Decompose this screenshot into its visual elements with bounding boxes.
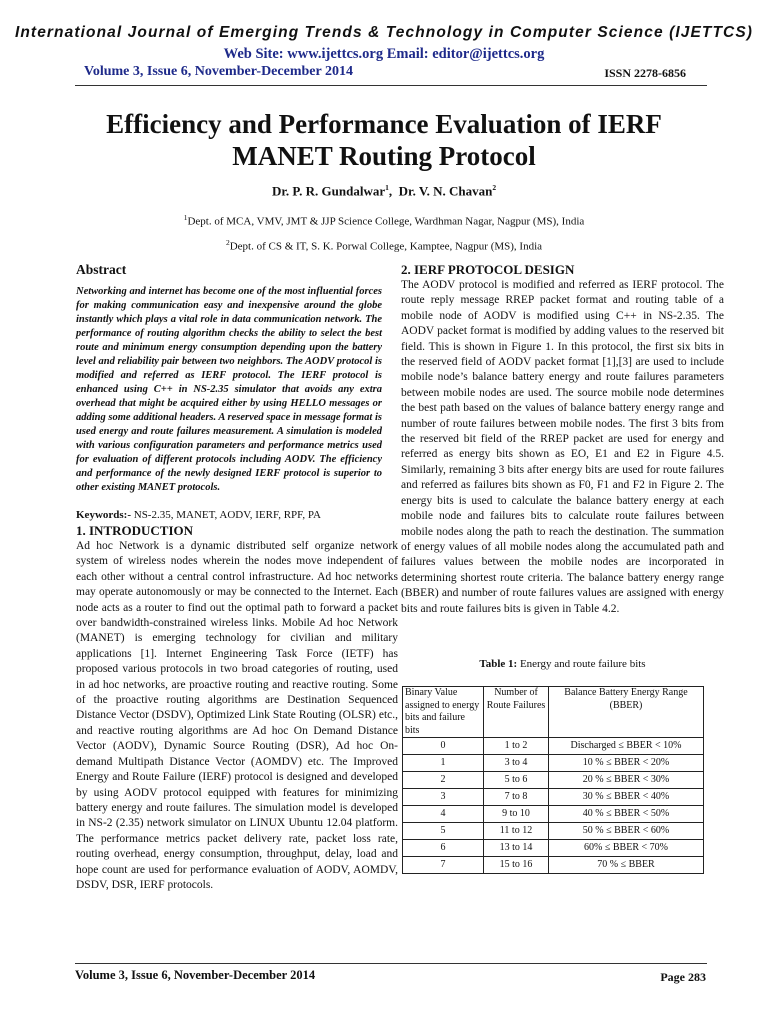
affiliation-1-text: Dept. of MCA, VMV, JMT & JJP Science College, Wardhman Nagar, Nagpur (MS), India <box>187 215 585 228</box>
table-cell: 3 <box>403 789 484 806</box>
table-cell: 13 to 14 <box>484 840 549 857</box>
table-cell: 7 to 8 <box>484 789 549 806</box>
affiliation-2-text: Dept. of CS & IT, S. K. Porwal College, Kamptee, Nagpur (MS), India <box>229 240 543 253</box>
table-cell: 1 to 2 <box>484 738 549 755</box>
table-caption-text: Energy and route failure bits <box>517 658 646 670</box>
table-cell: 70 % ≤ BBER <box>549 857 704 874</box>
table-cell: 9 to 10 <box>484 806 549 823</box>
introduction-heading: 1. INTRODUCTION <box>76 523 194 538</box>
section-2-heading: 2. IERF PROTOCOL DESIGN <box>401 262 575 277</box>
table-row <box>403 738 704 755</box>
table-cell: 5 to 6 <box>484 772 549 789</box>
footer-page-number: Page 283 <box>660 970 706 984</box>
table-cell: 2 <box>403 772 484 789</box>
table-row <box>403 840 704 857</box>
abstract-heading: Abstract <box>76 262 127 277</box>
table-header-failures: Number of Route Failures <box>484 687 549 738</box>
table-header-row <box>403 687 704 738</box>
header-issn: ISSN 2278-6856 <box>604 66 686 80</box>
introduction-text: Ad hoc Network is a dynamic distributed self organize network system of wireless nodes wherein the nodes move independent of each other without a central control infrastructure. Ad hoc networks may operate autonomously or may be connected to the Internet. Each node acts as a router to find out the optimal path to forward a packet over bandwidth-constrained wireless links. Mobile Ad hoc Network (MANET) is emerging technology for civilian and military applications [1]. Internet Engineering Task Force (IETF) has proposed various protocols in two broad categories of routing, used in ad hoc networks, are proactive routing and reactive routing. Some of the proactive routing algorithms are Destination Sequenced Distance Vector (DSDV), Optimized Link State Routing (OLSR) etc., and reactive routing algorithms are Ad hoc On Demand Distance Vector (AODV), Dynamic Source Routing (DSR), Ad hoc On-demand Multipath Distance Vector (AOMDV) etc. The Improved Energy and Route Failure (IERF) protocol is designed and developed by using AODV protocol equipped with features for minimizing battery energy and route failures. The simulation model is developed in NS-2 (2.35) network simulator on LINUX Ubuntu 12.04 platform. The performance metrics packet delivery rate, packet loss rate, routing overhead, energy consumption, throughput, delay, load and hope count are used for performance evaluation of AODV, AOMDV, DSDV, DSR, IERF protocols. <box>76 540 398 891</box>
author-2-sup: 2 <box>492 183 497 192</box>
section-2-text: The AODV protocol is modified and referred as IERF protocol. The route reply message RREP packet format and routing table of a mobile node of AODV is modified using C++ in NS-2.35. The AODV packet format is modified by adding values to the reserved bit field. This is shown in Figure 1. In this protocol, the first six bits in the reserved field of AODV packet format [1],[3] are used to include mobile node’s balance battery energy and route failures parameters between mobile nodes are used. The source mobile node determines the best path based on the values of balance battery energy range and number of route failures between mobile nodes. The first 3 bits from the reserved bit field of the RREP packet are used for energy and referred as energy bits shown as EO, E1 and E2 in Figure 4.5. Similarly, remaining 3 bits after energy bits are used for route failures and referred as failures bits shown as F0, F1 and F2 in Figure 2. The energy bits is used to calculate the balance battery energy at each mobile node and failures bits to calculate route failures between mobile nodes along the path to reach the destination. The summation of energy values of all mobile nodes along the accumulated path and failures values between the mobile nodes are incorporated in determining shortest route criteria. The balance battery energy range (BBER) and number of route failures values are assigned with energy bits and route failures bits is given in Table 4.2. <box>401 279 724 615</box>
affiliation-2 <box>0 238 768 253</box>
table-caption-label: Table 1: <box>479 658 518 670</box>
table-caption <box>401 658 724 670</box>
author-1: Dr. P. R. Gundalwar <box>271 183 386 199</box>
table-cell: 30 % ≤ BBER < 40% <box>549 789 704 806</box>
table-row <box>403 772 704 789</box>
table-row <box>403 755 704 772</box>
keywords-text: NS-2.35, MANET, AODV, IERF, RPF, PA <box>131 509 321 521</box>
journal-website: Web Site: www.ijettcs.org Email: editor@ijettcs.org <box>223 46 545 62</box>
table-row <box>403 806 704 823</box>
table-row <box>403 789 704 806</box>
table-cell: 11 to 12 <box>484 823 549 840</box>
table-cell: 40 % ≤ BBER < 50% <box>549 806 704 823</box>
table-header-binary: Binary Value assigned to energy bits and failure bits <box>403 687 484 738</box>
table-cell: 10 % ≤ BBER < 20% <box>549 755 704 772</box>
authors <box>0 183 768 199</box>
affiliation-1-sup: 1 <box>183 213 188 222</box>
footer-divider <box>75 963 707 964</box>
keywords-label: Keywords:- <box>76 509 131 521</box>
table-cell: 15 to 16 <box>484 857 549 874</box>
table-cell: 20 % ≤ BBER < 30% <box>549 772 704 789</box>
table-header-bber: Balance Battery Energy Range (BBER) <box>549 687 704 738</box>
abstract-text: Networking and internet has become one of the most influential forces for making communication easy and inexpensive around the globe instantly which plays a vital role in data communication network. The performance of routing algorithm checks the ability to select the best route and minimum energy consumption depending upon the battery level and reliability pair between two neighbors. The AODV protocol is modified and referred as IERF protocol. The IERF protocol is enhanced using C++ in NS-2.35 simulator that avoids any extra overhead that might be acquired either by using HELLO messages or adding some additional headers. A reserved space in message format is used energy and route failures measurement. A simulation is modeled with various configuration parameters and performance metrics used for evaluation of different protocols including AODV. The efficiency and performance of the newly designed IERF protocol is superior to other existing MANET protocols. <box>76 286 382 493</box>
table-cell: 0 <box>403 738 484 755</box>
energy-route-failure-table <box>402 686 704 874</box>
affiliation-1 <box>0 213 768 228</box>
table-cell: 7 <box>403 857 484 874</box>
header-volume: Volume 3, Issue 6, November-December 2014 <box>84 64 353 79</box>
header-divider <box>75 85 707 86</box>
paper-title: Efficiency and Performance Evaluation of IERF MANET Routing Protocol <box>106 109 662 171</box>
affiliation-2-sup: 2 <box>225 238 230 247</box>
keywords <box>76 509 382 521</box>
footer-volume: Volume 3, Issue 6, November-December 2014 <box>75 968 316 982</box>
journal-name: International Journal of Emerging Trends & Technology in Computer Science (IJETTCS) <box>14 24 754 41</box>
table-cell: 6 <box>403 840 484 857</box>
author-1-sup: 1 <box>385 183 389 192</box>
table-row <box>403 823 704 840</box>
table-cell: 3 to 4 <box>484 755 549 772</box>
table-cell: 5 <box>403 823 484 840</box>
table-row <box>403 857 704 874</box>
author-2: Dr. V. N. Chavan <box>398 183 493 199</box>
table-cell: Discharged ≤ BBER < 10% <box>549 738 704 755</box>
table-cell: 60% ≤ BBER < 70% <box>549 840 704 857</box>
table-cell: 4 <box>403 806 484 823</box>
table-cell: 50 % ≤ BBER < 60% <box>549 823 704 840</box>
author-separator: , <box>388 183 399 199</box>
table-cell: 1 <box>403 755 484 772</box>
